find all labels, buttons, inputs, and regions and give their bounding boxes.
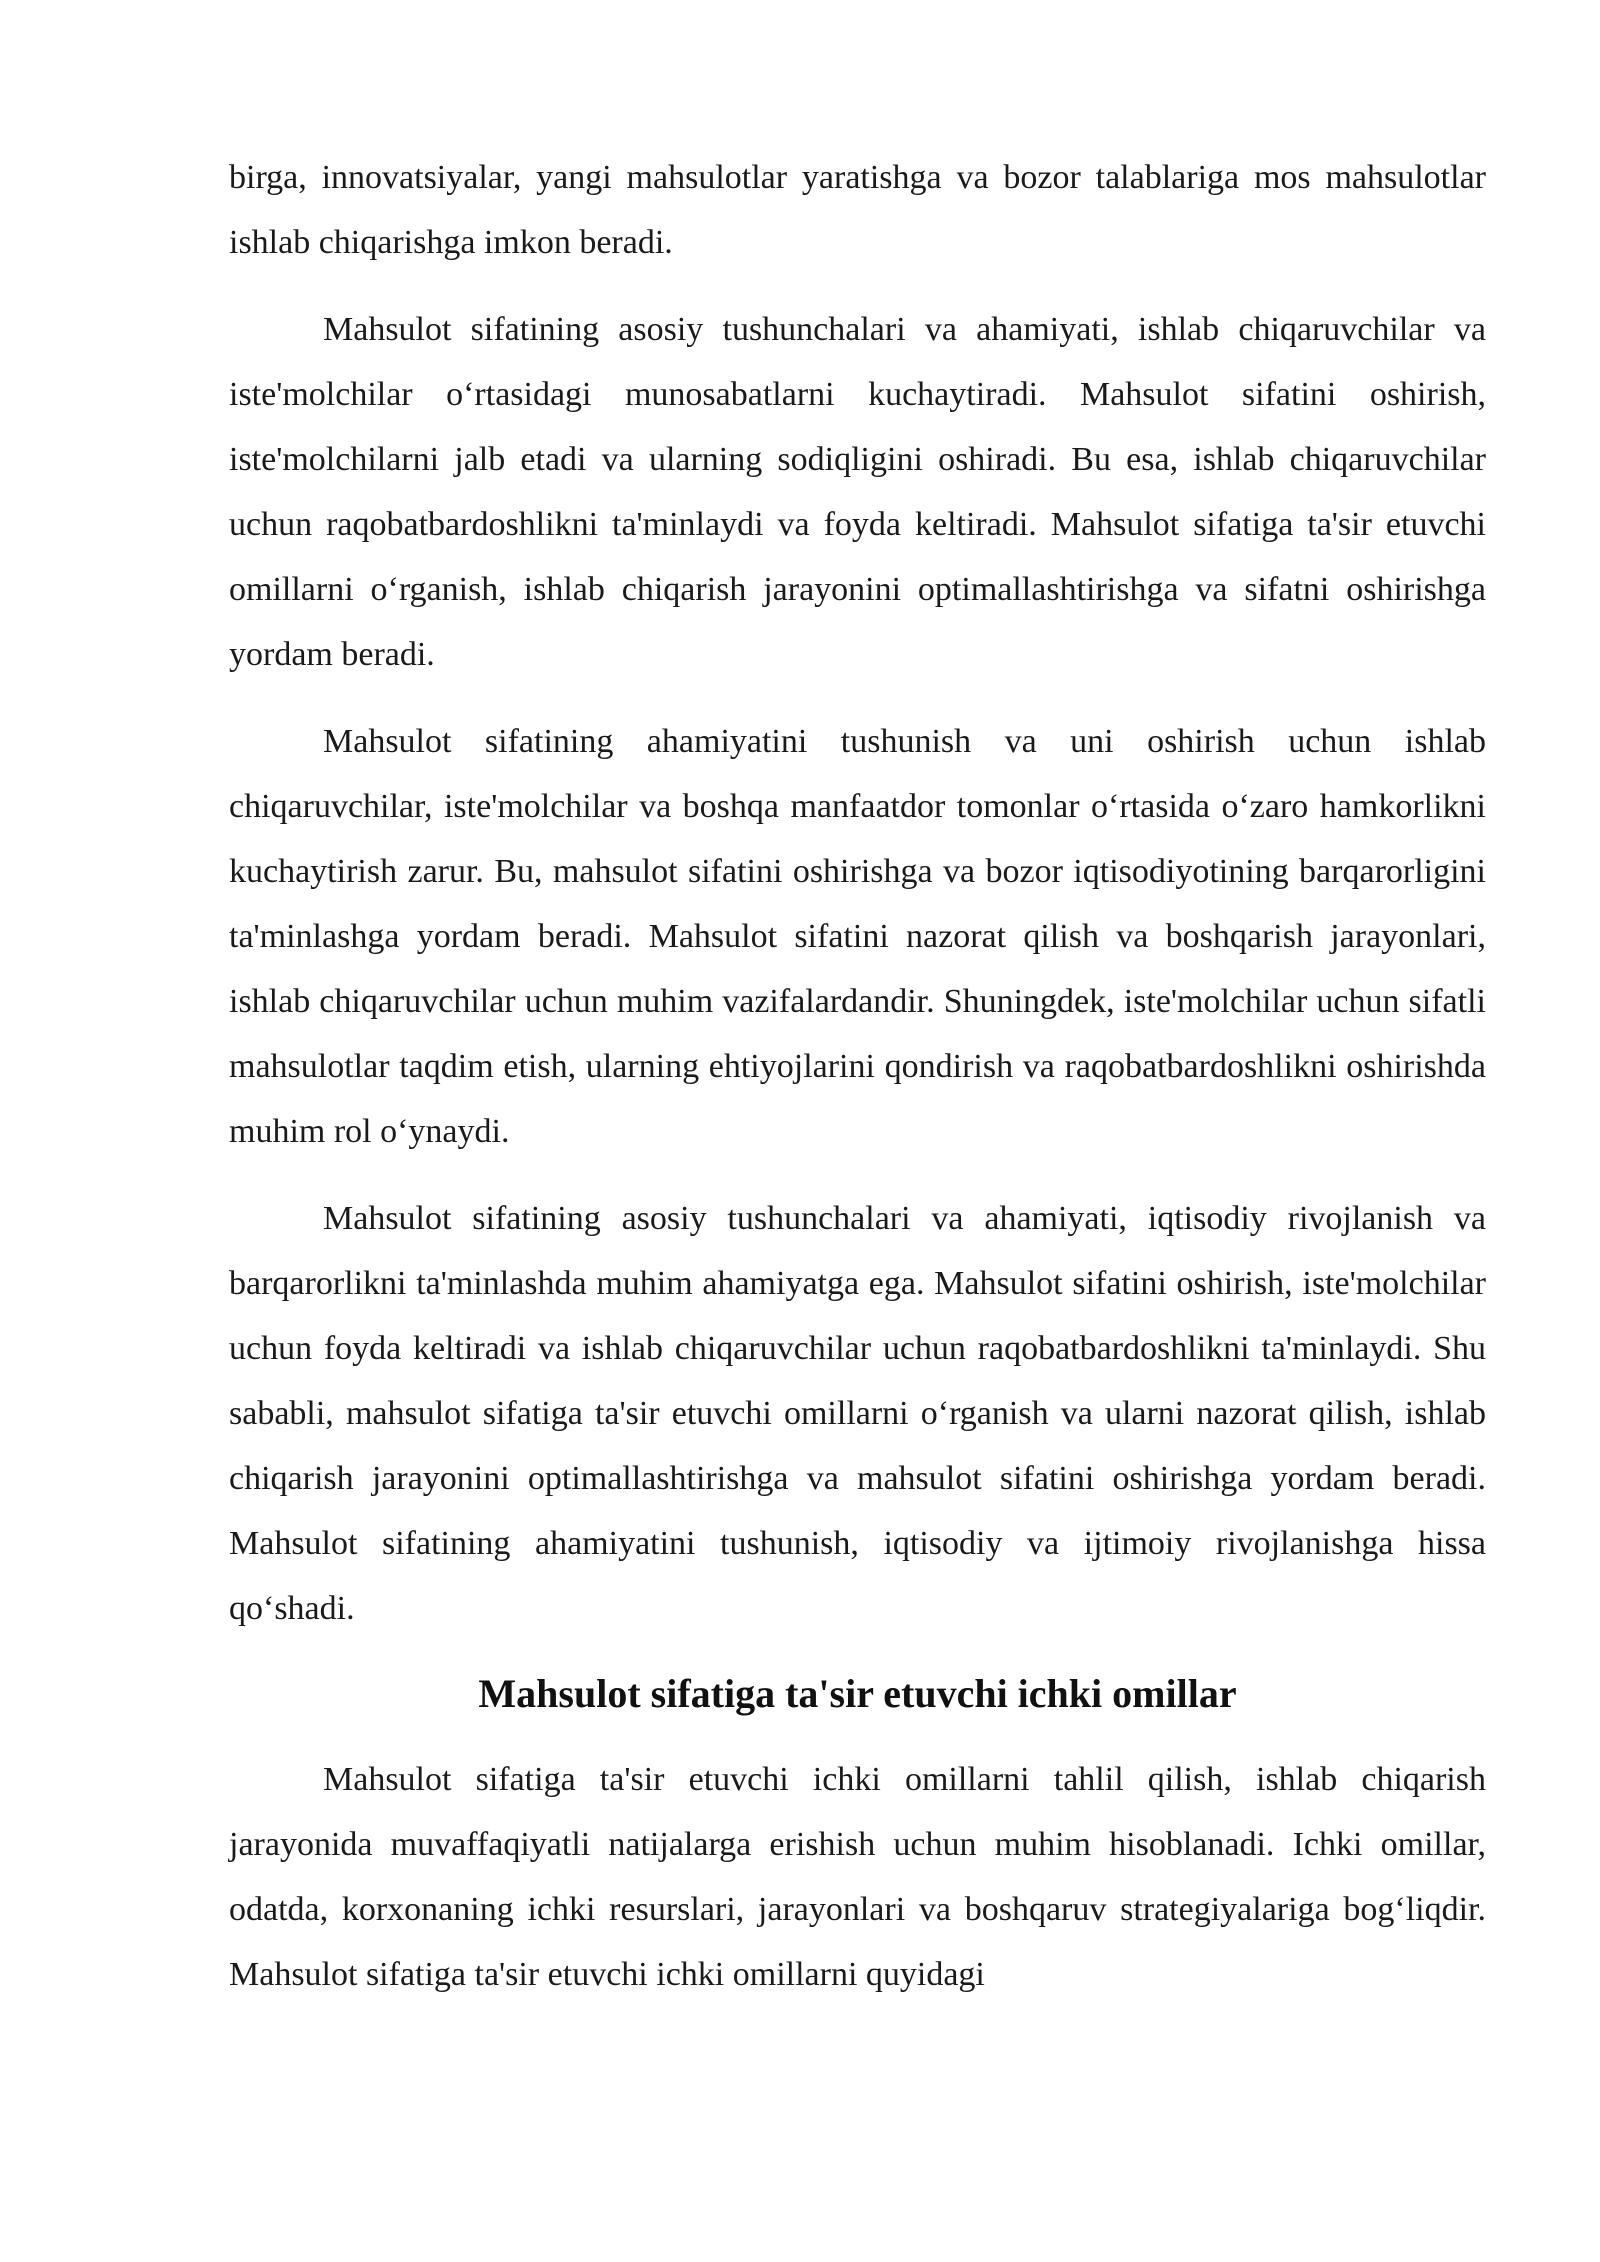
paragraph-internal-factors: Mahsulot sifatiga ta'sir etuvchi ichki omillarni tahlil qilish, ishlab chiqarish jarayonida muvaffaqiyatli natijalarga erishish uchun muhim hisoblanadi. Ichki omillar, odatda, korxonaning ichki resurslari, jarayonlari va boshqaruv strategiyalariga bog‘liqdir. Mahsulot sifatiga ta'sir etuvchi ichki omillarni quyidagi bbox=[229, 1761, 1486, 1993]
paragraph-quality-importance: Mahsulot sifatining ahamiyatini tushunish va uni oshirish uchun ishlab chiqaruvchilar, iste'molchilar va boshqa manfaatdor tomonlar o‘rtasida o‘zaro hamkorlikni kuchaytirish zarur. Bu, mahsulot sifatini oshirishga va bozor iqtisodiyotining barqarorligini ta'minlashga yordam beradi. Mahsulot sifatini nazorat qilish va boshqarish jarayonlari, ishlab chiqaruvchilar uchun muhim vazifalardandir. Shuningdek, iste'molchilar uchun sifatli mahsulotlar taqdim etish, ularning ehtiyojlarini qondirish va raqobatbardoshlikni oshirishda muhim rol o‘ynaydi. bbox=[229, 723, 1486, 1150]
paragraph-continuation: birga, innovatsiyalar, yangi mahsulotlar yaratishga va bozor talablariga mos mahsulotlar ishlab chiqarishga imkon beradi. bbox=[229, 159, 1486, 261]
document-page bbox=[229, 145, 1486, 2029]
paragraph-quality-relations: Mahsulot sifatining asosiy tushunchalari va ahamiyati, ishlab chiqaruvchilar va iste'molchilar o‘rtasidagi munosabatlarni kuchaytiradi. Mahsulot sifatini oshirish, iste'molchilarni jalb etadi va ularning sodiqligini oshiradi. Bu esa, ishlab chiqaruvchilar uchun raqobatbardoshlikni ta'minlaydi va foyda keltiradi. Mahsulot sifatiga ta'sir etuvchi omillarni o‘rganish, ishlab chiqarish jarayonini optimallashtirishga va sifatni oshirishga yordam beradi. bbox=[229, 311, 1486, 673]
section-heading: Mahsulot sifatiga ta'sir etuvchi ichki omillar bbox=[478, 1671, 1237, 1716]
paragraph-quality-economy: Mahsulot sifatining asosiy tushunchalari va ahamiyati, iqtisodiy rivojlanish va barqarorlikni ta'minlashda muhim ahamiyatga ega. Mahsulot sifatini oshirish, iste'molchilar uchun foyda keltiradi va ishlab chiqaruvchilar uchun raqobatbardoshlikni ta'minlaydi. Shu sababli, mahsulot sifatiga ta'sir etuvchi omillarni o‘rganish va ularni nazorat qilish, ishlab chiqarish jarayonini optimallashtirishga va mahsulot sifatini oshirishga yordam beradi. Mahsulot sifatining ahamiyatini tushunish, iqtisodiy va ijtimoiy rivojlanishga hissa qo‘shadi. bbox=[229, 1200, 1486, 1627]
